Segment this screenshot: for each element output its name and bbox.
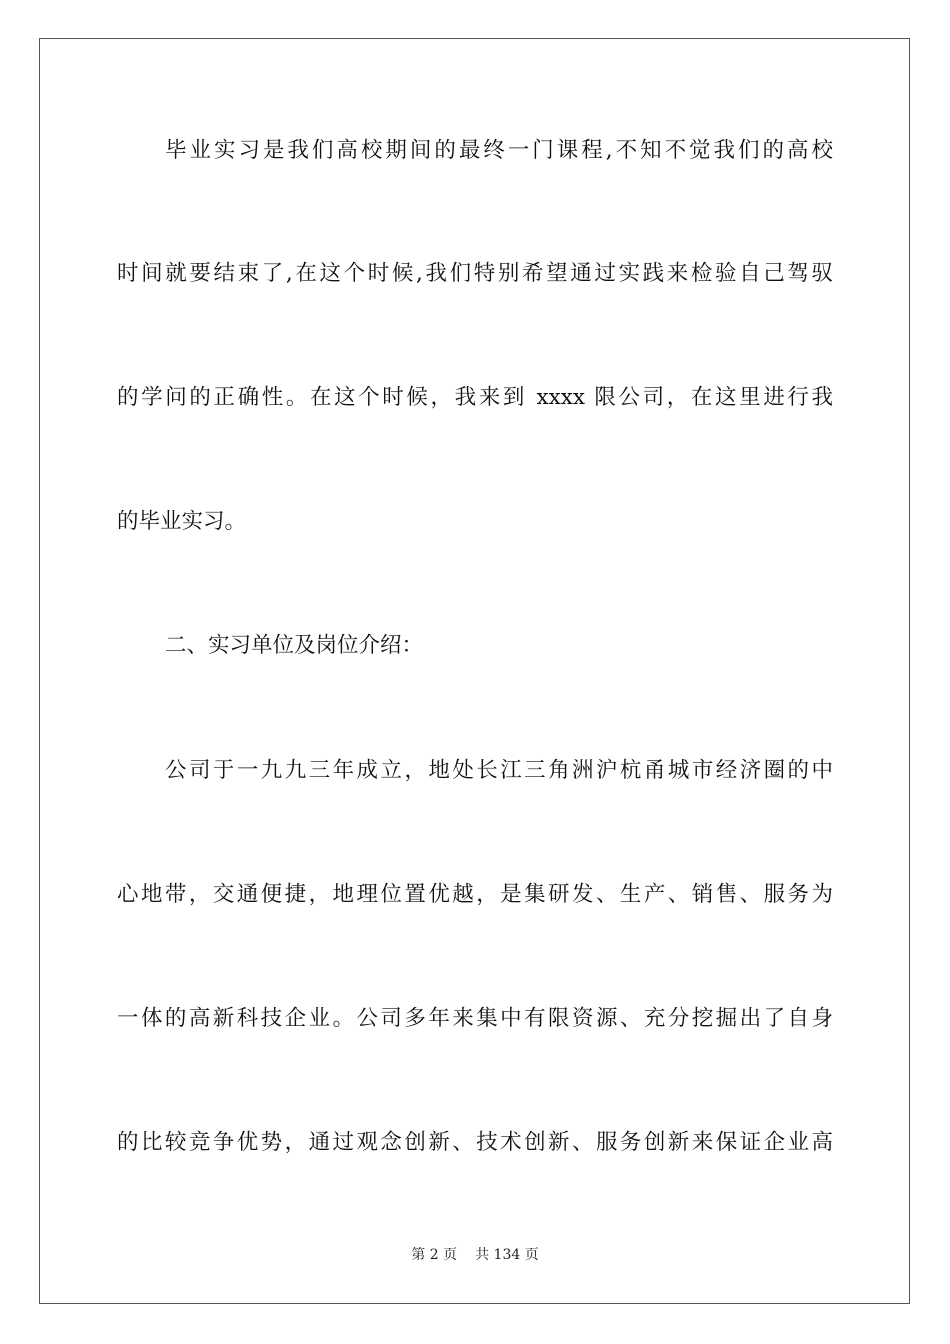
page-total: 共 134 页 xyxy=(475,1247,539,1263)
paragraph-2-line-2: 心地带，交通便捷，地理位置优越，是集研发、生产、销售、服务为 xyxy=(117,882,833,907)
section-heading: 二、实习单位及岗位介绍： xyxy=(165,633,424,658)
paragraph-2-line-3: 一体的高新科技企业。公司多年来集中有限资源、充分挖掘出了自身 xyxy=(117,1006,833,1031)
page-number: 第 2 页 xyxy=(411,1247,458,1263)
page-footer xyxy=(0,1245,950,1265)
paragraph-1-line-1: 毕业实习是我们高校期间的最终一门课程,不知不觉我们的高校 xyxy=(165,138,833,163)
paragraph-1-line-3: 的学问的正确性。在这个时候，我来到 xxxx 限公司，在这里进行我 xyxy=(117,385,833,410)
paragraph-2-line-1: 公司于一九九三年成立，地处长江三角洲沪杭甬城市经济圈的中 xyxy=(165,758,833,783)
paragraph-1-line-4: 的毕业实习。 xyxy=(117,509,247,534)
page-frame xyxy=(39,38,910,1304)
paragraph-2-line-4: 的比较竞争优势，通过观念创新、技术创新、服务创新来保证企业高 xyxy=(117,1130,833,1155)
paragraph-1-line-2: 时间就要结束了,在这个时候,我们特别希望通过实践来检验自己驾驭 xyxy=(117,261,833,286)
